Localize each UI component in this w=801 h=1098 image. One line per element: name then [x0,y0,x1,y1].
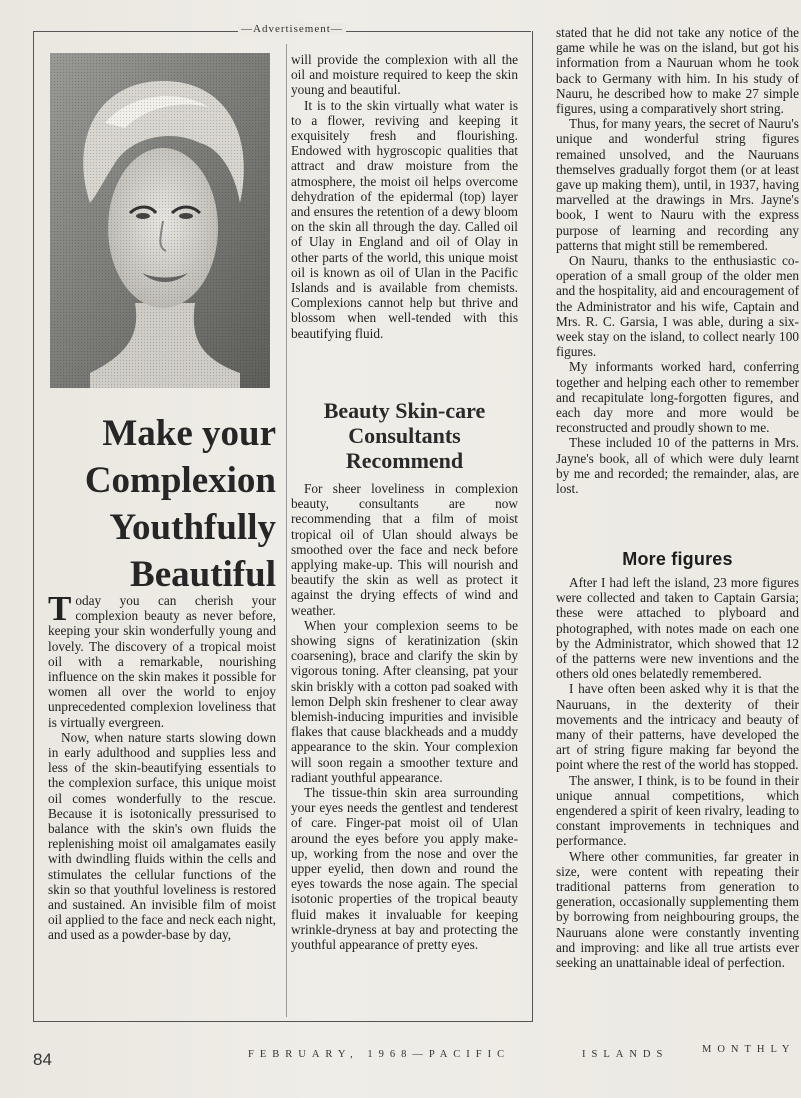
drop-cap: T [48,589,72,628]
advert-subheading [291,398,518,473]
advertisement-top-rule-left [33,31,238,32]
headline-line: Complexion [84,460,276,501]
portrait-photo [50,53,270,388]
paragraph: The answer, I think, is to be found in their unique annual competitions, which engendered a spirit of keen rivalry, leading to constant improvements in techniques and performance. [556,772,799,849]
paragraph: These included 10 of the patterns in Mrs. Jayne's book, all of which were duly learnt by me and recorded; the remainder, alas, are lost. [556,435,799,497]
paragraph-text: oday you can cherish your complexion beauty as never before, keeping your skin wonderfully young and lovely. The discovery of a tropical moist oil with a remarkable, nourishing influence on the skin makes it possible for women all over the world to enjoy unprecedented complexion loveliness that is virtually evergreen. [48,593,276,730]
portrait-photo-icon [50,53,270,388]
paragraph: I have often been asked why it is that the Nauruans, in the dexterity of their movements and the intricacy and beauty of many of their patterns, have developed the art of string figure making far beyond the point where the rest of the world has stopped. [556,681,799,773]
headline [40,410,276,598]
article-column-lower [556,575,799,970]
paragraph: For sheer loveliness in complexion beauty, consultants are now recommending that a film of moist tropical oil of Ulan should always be smoothed over the face and neck before applying make-up. This will nourish and beautify the skin as well as protect it against the drying effects of wind and weather. [291,481,518,618]
page-number: 84 [33,1050,52,1069]
paragraph: Now, when nature starts slowing down in early adulthood and supplies less and less of the skin-beautifying essentials to the complexion surface, this unique moist oil comes wonderfully to the rescue. Because it is isotonically pressurised to balance with the skin's own fluids the replenishing moist oil amalgamates easily with dwindling fluids within the cells and stimulates the cellular functions of the skin so that youthful loveliness is restored and sustained. An invisible film of moist oil applied to the face and neck each night, and used as a powder-base by day, [48,729,276,943]
advertisement-label: — Advertisement — [238,23,346,35]
footer-monthly: MONTHLY [702,1044,796,1055]
subheading-line: Recommend [345,448,464,473]
paragraph: Where other communities, far greater in size, were content with repeating their traditional patterns from generation to generation, occasionally supplementing them by borrowing from neighbouring groups, the Nauruans alone were constantly inventing and improving: and like all true artists ever seeking an unattainable ideal of perfection. [556,848,799,971]
advert-body-column-2 [291,52,518,341]
advert-body-column-2-lower [291,481,518,952]
advert-body-column-1 [48,589,276,943]
advertisement-top-rule-right [328,31,531,32]
headline-line: Youthfully [109,507,276,548]
headline-line: Beautiful [130,554,276,595]
subheading-line: Consultants [348,423,461,448]
paragraph: When your complexion seems to be showing signs of keratinization (skin coarsening), brace and clarify the skin by vigorous toning. After cleansing, pat your skin briskly with a cotton pad soaked with lemon Delph skin freshener to clear away blemish-inducing impurities and invisible flakes that cause blackheads and a muddy appearance to the skin. Your complexion will soon regain a smoother texture and radiant youthful appearance. [291,617,518,785]
paragraph: On Nauru, thanks to the enthusiastic co-operation of a small group of the older men and the hospitality, aid and encouragement of the Administrator and his wife, Captain and Mrs. R. C. Garsia, I was able, during a six-week stay on the island, to collect nearly 100 figures. [556,253,799,360]
subheading-line: Beauty Skin-care [323,398,486,423]
headline-line: Make your [102,413,276,454]
paragraph: stated that he did not take any notice of the game while he was on the island, but got his information from a Nauruan whom he took back to Germany with him. In his study of Nauru, he described how to make 27 simple figures, using a comparatively short string. [556,25,799,117]
paragraph: It is to the skin virtually what water is to a flower, reviving and keeping it exquisitely fresh and flourishing. Endowed with hygroscopic qualities that attract and draw moisture from the atmosphere, the moist oil helps overcome dehydration of the epidermal (top) layer and ensures the retention of a dewy bloom on the skin all through the day. Called oil of Ulay in England and oil of Olay in other parts of the world, this unique moist oil is known as oil of Ulan in the Pacific Islands and is available from chemists. Complexions cannot help but thrive and blossom when well-tended with this beautifying fluid. [291,97,518,341]
footer-publication: ISLANDS [582,1049,669,1060]
paragraph: will provide the complexion with all the oil and moisture required to keep the skin young and beautiful. [291,52,518,98]
article-column [556,25,799,496]
paragraph: After I had left the island, 23 more figures were collected and taken to Captain Garsia; these were attached to plyboard and photographed, with notes made on each one by the Administrator, which showed that 12 of the patterns were new inventions and the others old ones belatedly remembered. [556,575,799,682]
footer-issue-date: FEBRUARY, 1968—PACIFIC [248,1049,511,1060]
paragraph [48,589,276,730]
paragraph: My informants worked hard, conferring together and helping each other to remember and recapitulate long-forgotten figures, and each day more and more would be reconstructed and proudly shown to me. [556,359,799,436]
article-subheading: More figures [622,549,733,569]
paragraph: The tissue-thin skin area surrounding your eyes needs the gentlest and tenderest of care. Finger-pat moist oil of Ulan around the eyes before you apply make-up, working from the nose and over the upper eyelid, then down and round the eyes towards the nose again. The special isotonic properties of the tropical beauty fluid makes it invaluable for keeping wrinkle-dryness at bay and protecting the youthful appearance of pretty eyes. [291,785,518,953]
column-divider [286,44,287,1017]
paragraph: Thus, for many years, the secret of Nauru's unique and wonderful string figures remained unsolved, and the Nauruans themselves gradually forgot them (or at least gave up making them), until, in 1937, having marvelled at the drawings in Mrs. Jayne's book, I went to Nauru with the express purpose of learning and recording any patterns that might still be remembered. [556,116,799,253]
